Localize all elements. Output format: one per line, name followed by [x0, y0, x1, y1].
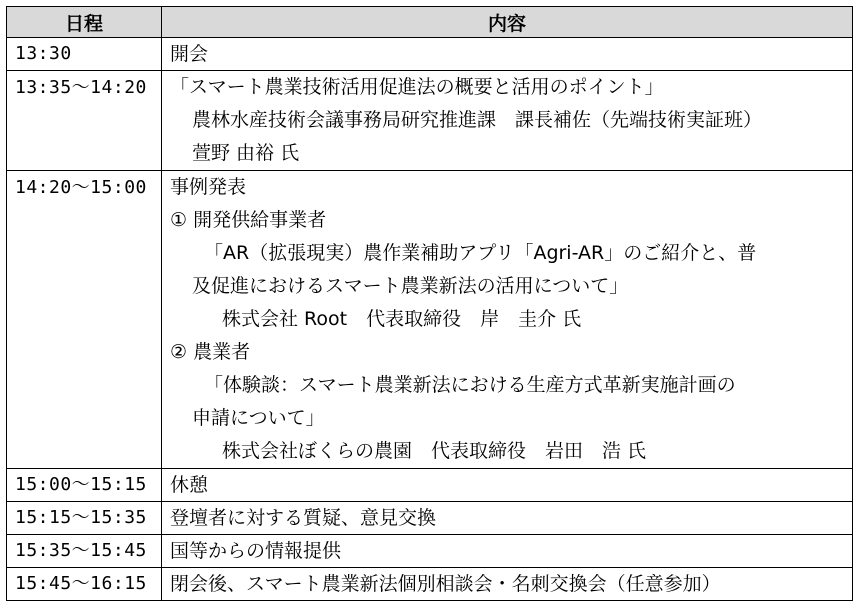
content-line: 「体験談：スマート農業新法における生産方式革新実施計画の [204, 374, 736, 396]
content-line: 萱野 由裕 氏 [192, 142, 300, 164]
content-line: 株式会社ぼくらの農園 代表取締役 岩田 浩 氏 [222, 440, 647, 462]
content-line: 及促進におけるスマート農業新法の活用について」 [192, 275, 629, 297]
time-text: 15:45～16:15 [15, 573, 147, 594]
table-row [7, 38, 853, 71]
header-time: 日程 [7, 7, 162, 38]
time-text: 14:20～15:00 [15, 177, 147, 198]
table-row [7, 171, 853, 469]
header-row [7, 7, 853, 38]
content-line: 国等からの情報提供 [170, 540, 342, 562]
row-time [7, 502, 162, 535]
content-line: 申請について」 [192, 407, 325, 429]
content-line: 事例発表 [170, 176, 247, 198]
content-line: 開会 [170, 43, 209, 65]
content-line: 「AR（拡張現実）農作業補助アプリ「Agri-AR」のご紹介と、普 [204, 242, 757, 264]
row-content [162, 568, 853, 601]
table-row [7, 535, 853, 568]
row-time [7, 469, 162, 502]
time-text: 15:15～15:35 [15, 507, 147, 528]
row-content [162, 171, 853, 469]
row-time [7, 535, 162, 568]
content-line: 閉会後、スマート農業新法個別相談会・名刺交換会（任意参加） [170, 573, 721, 595]
row-time [7, 38, 162, 71]
table-row [7, 469, 853, 502]
row-time [7, 71, 162, 171]
row-content [162, 502, 853, 535]
time-text: 15:00～15:15 [15, 474, 147, 495]
content-line: ② 農業者 [170, 341, 251, 363]
row-time [7, 171, 162, 469]
row-content [162, 38, 853, 71]
table-row [7, 71, 853, 171]
table-row [7, 502, 853, 535]
content-line: ① 開発供給事業者 [170, 209, 327, 231]
content-line: 登壇者に対する質疑、意見交換 [170, 507, 437, 529]
content-line: 株式会社 Root 代表取締役 岸 圭介 氏 [222, 308, 582, 330]
content-line: 休憩 [170, 474, 209, 496]
table-row [7, 568, 853, 601]
time-text: 15:35～15:45 [15, 540, 147, 561]
time-text: 13:35～14:20 [15, 77, 147, 98]
content-line: 「スマート農業技術活用促進法の概要と活用のポイント」 [170, 76, 664, 98]
row-content [162, 469, 853, 502]
header-content: 内容 [162, 7, 853, 38]
row-content [162, 535, 853, 568]
schedule-table [6, 6, 853, 601]
row-content [162, 71, 853, 171]
time-text: 13:30 [15, 43, 72, 64]
content-line: 農林水産技術会議事務局研究推進課 課長補佐（先端技術実証班） [192, 109, 763, 131]
row-time [7, 568, 162, 601]
